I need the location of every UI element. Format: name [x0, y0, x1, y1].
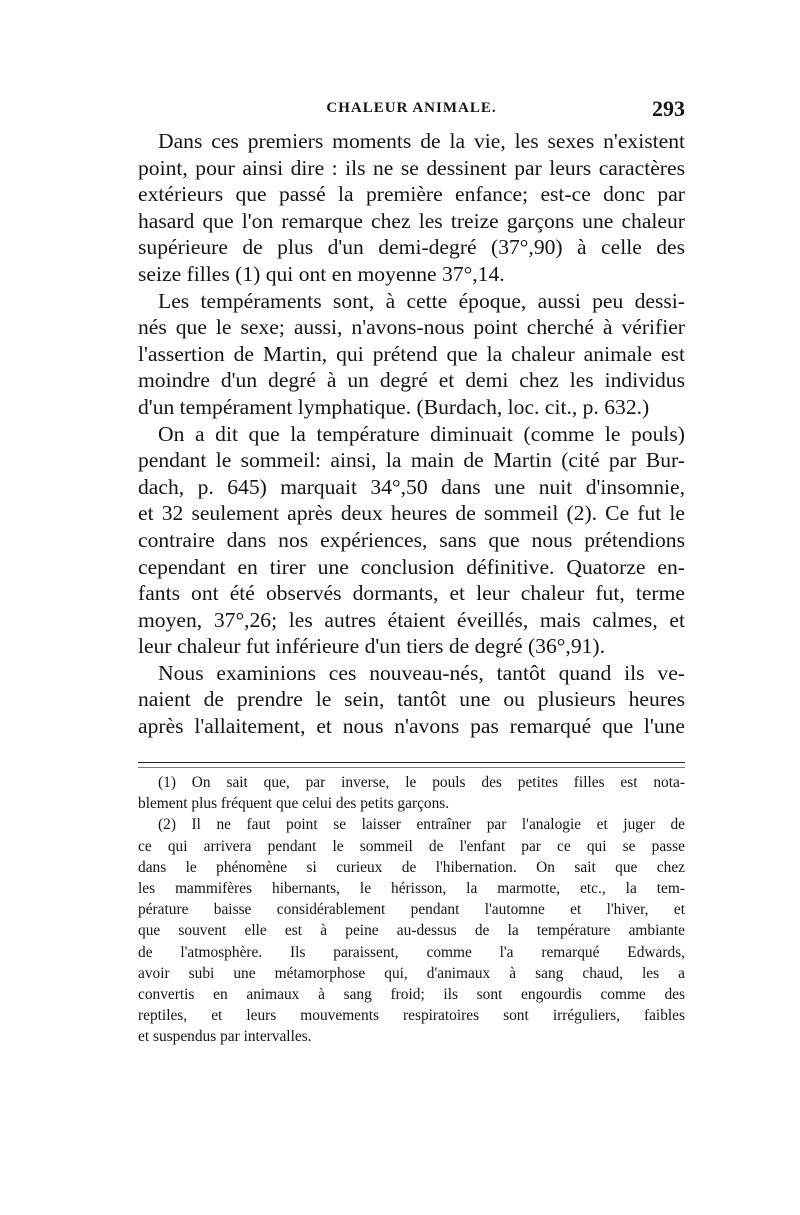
footnote-line: (1) On sait que, par inverse, le pouls des petites filles est nota-	[158, 774, 685, 791]
body-line: Dans ces premiers moments de la vie, les sexes n'existent	[158, 129, 685, 153]
running-title: CHALEUR ANIMALE.	[326, 100, 497, 116]
footnote-line: (2) Il ne faut point se laisser entraîner par l'analogie et juger de	[158, 816, 685, 834]
body-line: moyen, 37°,26; les autres étaient éveillés, mais calmes, et	[138, 607, 685, 632]
body-line: contraire dans nos expériences, sans que nous prétendions	[138, 527, 685, 552]
body-line: Les tempéraments sont, à cette époque, aussi peu dessi-	[158, 288, 685, 313]
body-line: d'un tempérament lymphatique. (Burdach, loc. cit., p. 632.)	[138, 394, 650, 419]
footnote-line: que souvent elle est à peine au-dessus de la température ambiante	[138, 922, 685, 940]
footnote-line: et suspendus par intervalles.	[138, 1028, 312, 1046]
footnote-line: ce qui arrivera pendant le sommeil de l'enfant par ce qui se passe	[138, 837, 685, 855]
body-line: l'assertion de Martin, qui prétend que la chaleur animale est	[138, 341, 685, 366]
body-line: leur chaleur fut inférieure d'un tiers de degré (36°,91).	[138, 634, 605, 659]
body-line: dach, p. 645) marquait 34°,50 dans une nuit d'insomnie,	[138, 474, 685, 499]
footnote-line: pérature baisse considérablement pendant l'automne et l'hiver, et	[138, 901, 685, 919]
body-line: pendant le sommeil: ainsi, la main de Martin (cité par Bur-	[138, 448, 685, 473]
footnote-line: de l'atmosphère. Ils paraissent, comme l'a remarqué Edwards,	[138, 943, 685, 961]
footnote-divider	[138, 762, 685, 763]
footnote-divider-thin	[138, 767, 685, 768]
body-line: naient de prendre le sein, tantôt une ou plusieurs heures	[138, 687, 685, 712]
body-line: moindre d'un degré à un degré et demi chez les individus	[138, 368, 685, 393]
body-line: point, pour ainsi dire : ils ne se dessinent par leurs caractères	[138, 155, 685, 180]
page-number: 293	[652, 96, 685, 121]
footnote-line: reptiles, et leurs mouvements respiratoires sont irréguliers, faibles	[138, 1007, 685, 1025]
body-line: supérieure de plus d'un demi-degré (37°,90) à celle des	[138, 235, 685, 260]
body-line: fants ont été observés dormants, et leur chaleur fut, terme	[138, 581, 685, 606]
footnote-line: les mammifères hibernants, le hérisson, la marmotte, etc., la tem-	[138, 879, 685, 897]
footnote-line: dans le phénomène si curieux de l'hibernation. On sait que chez	[138, 858, 685, 876]
footnote-line: convertis en animaux à sang froid; ils sont engourdis comme des	[138, 985, 685, 1003]
body-line: Nous examinions ces nouveau-nés, tantôt quand ils ve-	[158, 660, 685, 685]
body-line: après l'allaitement, et nous n'avons pas remarqué que l'une	[138, 714, 685, 739]
body-line: nés que le sexe; aussi, n'avons-nous point cherché à vérifier	[138, 315, 685, 340]
footnotes	[138, 772, 685, 1047]
page-header	[138, 96, 685, 126]
body-line: seize filles (1) qui ont en moyenne 37°,14.	[138, 261, 505, 286]
body-text	[138, 128, 685, 740]
body-line: extérieurs que passé la première enfance; est-ce donc par	[138, 182, 685, 207]
body-line: On a dit que la température diminuait (comme le pouls)	[158, 421, 685, 446]
footnote-line: avoir subi une métamorphose qui, d'animaux à sang chaud, les a	[138, 964, 685, 982]
body-line: cependant en tirer une conclusion définitive. Quatorze en-	[138, 554, 685, 579]
body-line: et 32 seulement après deux heures de sommeil (2). Ce fut le	[138, 501, 685, 526]
footnote-line: blement plus fréquent que celui des petits garçons.	[138, 795, 450, 813]
body-line: hasard que l'on remarque chez les treize garçons une chaleur	[138, 208, 685, 233]
